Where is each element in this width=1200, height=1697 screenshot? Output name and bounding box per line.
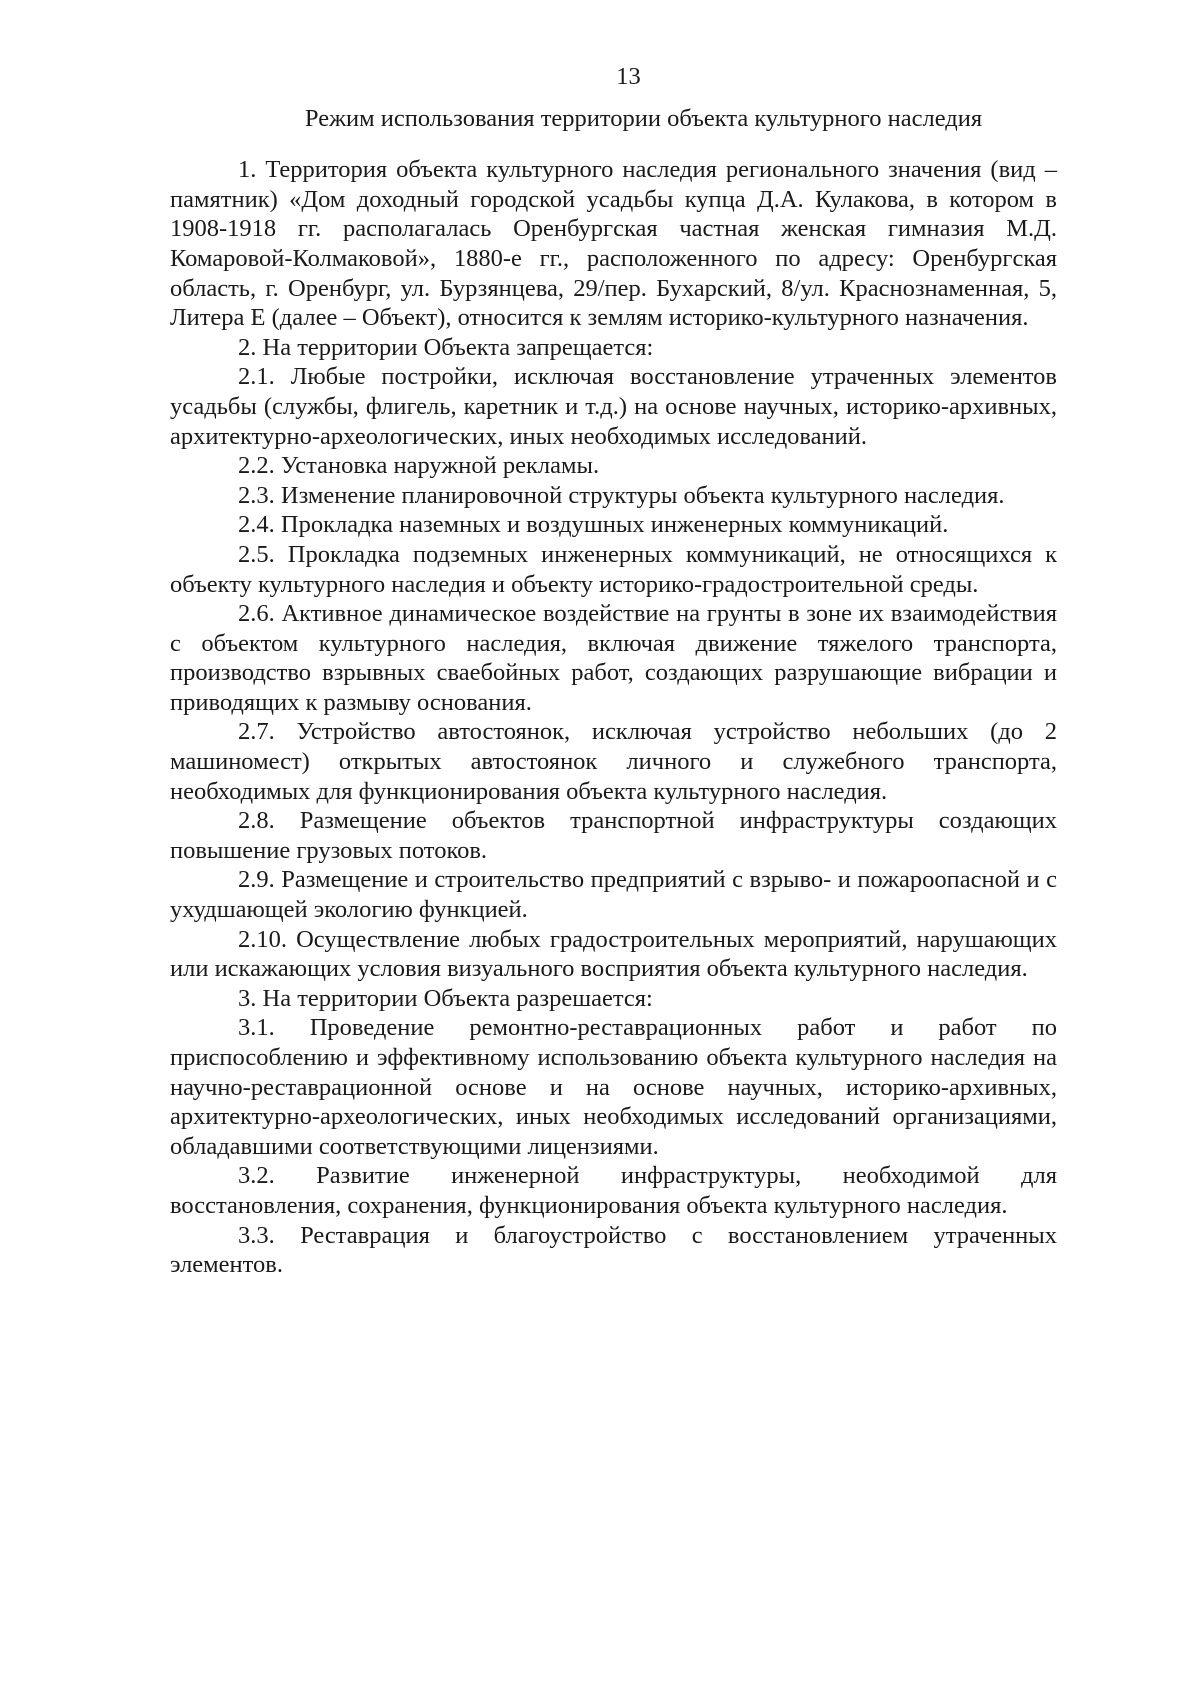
page-number: 13 bbox=[616, 63, 641, 90]
paragraph-number: 2.8. bbox=[238, 807, 275, 835]
paragraph-2-2 bbox=[170, 451, 1057, 481]
paragraph-number: 3. bbox=[238, 984, 257, 1012]
paragraph-text: Размещение и строительство предприятий с взрыво- и пожароопасной и с ухудшающей экологию функцией. bbox=[170, 866, 1057, 924]
paragraph-number: 3.3. bbox=[238, 1221, 275, 1249]
paragraph-text: Размещение объектов транспортной инфраструктуры создающих повышение грузовых потоков. bbox=[170, 807, 1057, 864]
paragraph-text: Осуществление любых градостроительных мероприятий, нарушающих или искажающих условия визуального восприятия объекта культурного наследия. bbox=[170, 925, 1057, 983]
paragraph-2-9 bbox=[170, 865, 1057, 924]
paragraph-text: Изменение планировочной структуры объекта культурного наследия. bbox=[280, 481, 1005, 509]
paragraph-number: 2.4. bbox=[238, 511, 275, 539]
paragraph-3 bbox=[170, 984, 1057, 1014]
paragraph-2-8 bbox=[170, 806, 1057, 865]
paragraph-number: 3.2. bbox=[238, 1162, 275, 1190]
paragraph-number: 2.9. bbox=[238, 866, 275, 894]
paragraph-2-1 bbox=[170, 362, 1057, 451]
paragraph-2 bbox=[170, 333, 1057, 363]
paragraph-text: Установка наружной рекламы. bbox=[280, 452, 600, 480]
paragraph-text: Реставрация и благоустройство с восстановлением утраченных элементов. bbox=[170, 1221, 1058, 1279]
paragraph-text: Устройство автостоянок, исключая устройство небольших (до 2 машиномест) открытых автостоянок личного и служебного транспорта, необходимых для функционирования объекта культурного наследия. bbox=[170, 718, 1057, 805]
paragraph-2-7 bbox=[170, 717, 1057, 806]
paragraph-text: Прокладка наземных и воздушных инженерных коммуникаций. bbox=[280, 511, 949, 539]
document-title: Режим использования территории объекта культурного наследия bbox=[304, 104, 983, 132]
paragraph-text: Активное динамическое воздействие на грунты в зоне их взаимодействия с объектом культурного наследия, включая движение тяжелого транспорта, производство взрывных сваебойных работ, создающих разрушающие вибрации и приводящих к размыву основания. bbox=[170, 600, 1057, 716]
paragraph-text: На территории Объекта разрешается: bbox=[262, 984, 653, 1012]
paragraph-number: 2.1. bbox=[238, 363, 275, 391]
paragraph-2-4 bbox=[170, 510, 1057, 540]
paragraph-number: 2.7. bbox=[238, 718, 275, 746]
document-page bbox=[170, 62, 1057, 1280]
paragraph-2-10 bbox=[170, 925, 1057, 984]
paragraph-number: 2.3. bbox=[238, 481, 275, 509]
paragraph-text: Территория объекта культурного наследия регионального значения (вид – памятник) «Дом доходный городской усадьбы купца Д.А. Кулакова, в котором в 1908-1918 гг. располагалась Оренбургская частная женская гимназия М.Д. Комаровой-Колмаковой», 1880-е гг., расположенного по адресу: Оренбургская область, г. Оренбург, ул. Бурзянцева, 29/пер. Бухарский, 8/ул. Краснознаменная, 5, Литера Е (далее – Объект), относится к землям историко-культурного назначения. bbox=[170, 156, 1057, 332]
paragraph-2-6 bbox=[170, 599, 1057, 717]
paragraph-3-3 bbox=[170, 1221, 1057, 1280]
paragraph-number: 2.6. bbox=[238, 600, 275, 628]
paragraph-text: Любые постройки, исключая восстановление утраченных элементов усадьбы (службы, флигель, каретник и т.д.) на основе научных, историко-архивных, архитектурно-археологических, иных необходимых исследований. bbox=[170, 363, 1058, 450]
paragraph-text: Проведение ремонтно-реставрационных работ и работ по приспособлению и эффективному использованию объекта культурного наследия на научно-реставрационной основе и на основе научных, историко-архивных, архитектурно-археологических, иных необходимых исследований организациями, обладавшими соответствующими лицензиями. bbox=[170, 1014, 1057, 1160]
paragraph-number: 3.1. bbox=[238, 1014, 275, 1042]
paragraph-number: 2.10. bbox=[238, 925, 287, 953]
paragraph-1 bbox=[170, 155, 1057, 333]
paragraph-2-3 bbox=[170, 481, 1057, 511]
paragraph-text: Развитие инженерной инфраструктуры, необходимой для восстановления, сохранения, функционирования объекта культурного наследия. bbox=[170, 1162, 1057, 1219]
paragraph-text: На территории Объекта запрещается: bbox=[262, 333, 654, 361]
paragraph-3-1 bbox=[170, 1013, 1057, 1161]
paragraph-number: 2. bbox=[238, 333, 257, 361]
paragraph-3-2 bbox=[170, 1161, 1057, 1220]
paragraph-2-5 bbox=[170, 540, 1057, 599]
paragraph-number: 1. bbox=[238, 156, 257, 184]
paragraph-number: 2.2. bbox=[238, 452, 275, 480]
paragraph-text: Прокладка подземных инженерных коммуникаций, не относящихся к объекту культурного наследия и объекту историко-градостроительной среды. bbox=[170, 540, 1058, 598]
paragraph-number: 2.5. bbox=[238, 540, 275, 568]
